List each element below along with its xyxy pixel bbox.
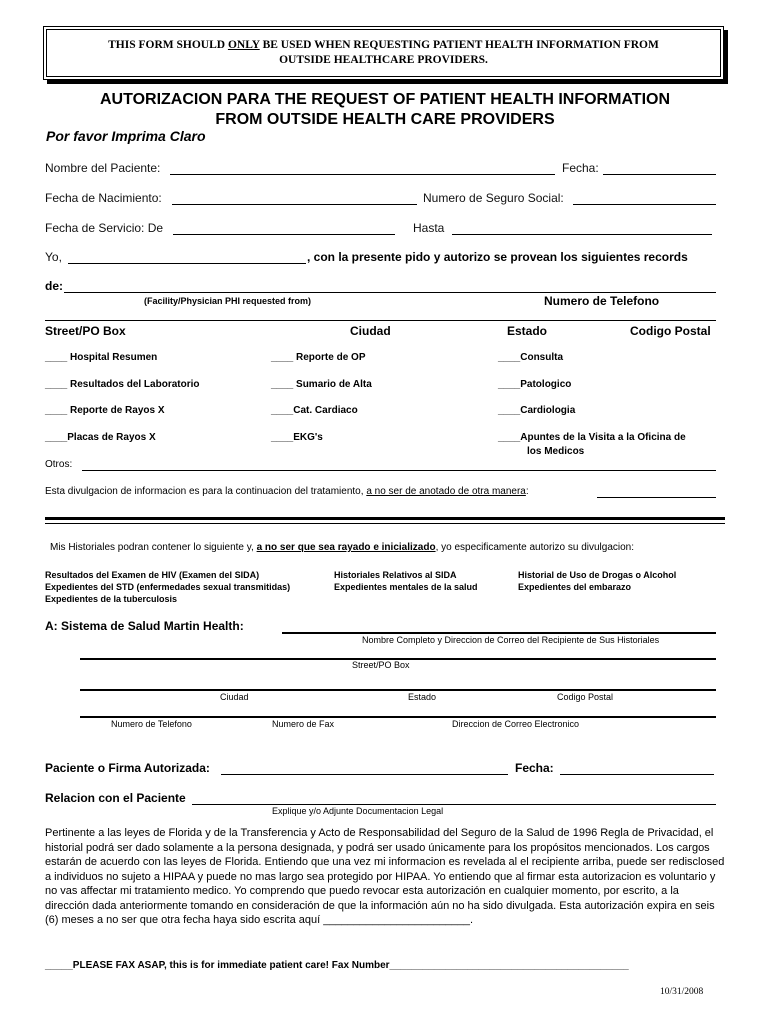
facility-phone-label: Numero de Telefono: [544, 294, 660, 308]
recipient-fax-caption: Numero de Fax: [272, 719, 335, 729]
section-divider: [45, 517, 725, 520]
otros-field[interactable]: [82, 470, 716, 471]
record-option[interactable]: ____ Reporte de OP: [271, 352, 366, 363]
facility-address-field[interactable]: [45, 320, 716, 321]
state-label: Estado: [507, 324, 548, 338]
date-field[interactable]: [603, 174, 716, 175]
sensitive-item: Resultados del Examen de HIV (Examen del SIDA): [45, 570, 260, 580]
relation-label: Relacion con el Paciente: [45, 791, 186, 805]
date-label: Fecha:: [562, 161, 599, 175]
sensitive-intro: Mis Historiales podran contener lo siguiente y, a no ser que sea rayado e inicializado, yo especificamente autorizo su divulgacion:: [50, 542, 635, 553]
signature-date-label: Fecha:: [515, 761, 554, 775]
recipient-zip-caption: Codigo Postal: [557, 692, 614, 702]
record-option-continued: los Medicos: [527, 446, 585, 457]
otros-label: Otros:: [45, 459, 73, 470]
service-until-field[interactable]: [452, 234, 712, 235]
facility-field[interactable]: [64, 292, 716, 293]
record-option[interactable]: ____ Resultados del Laboratorio: [45, 379, 200, 390]
recipient-state-caption: Estado: [408, 692, 437, 702]
ssn-label: Numero de Seguro Social:: [423, 191, 564, 205]
phi-caption: (Facility/Physician PHI requested from): [144, 296, 312, 306]
sensitive-item: Historial de Uso de Drogas o Alcohol: [518, 570, 677, 580]
record-option[interactable]: ____Placas de Rayos X: [45, 432, 156, 443]
yo-label: Yo,: [45, 250, 62, 264]
recipient-email-caption: Direccion de Correo Electronico: [452, 719, 580, 729]
service-date-label: Fecha de Servicio: De: [45, 221, 164, 235]
sensitive-item: Historiales Relativos al SIDA: [334, 570, 457, 580]
notice-text: THIS FORM SHOULD ONLY BE USED WHEN REQUESTING PATIENT HEALTH INFORMATION FROM OUTSIDE HEALTHCARE PROVIDERS.: [46, 29, 721, 77]
relation-field[interactable]: [192, 804, 716, 805]
zip-label: Codigo Postal: [630, 324, 711, 338]
sensitive-item: Expedientes del STD (enfermedades sexual transmitidas): [45, 582, 291, 592]
recipient-city-caption: Ciudad: [220, 692, 249, 702]
service-from-field[interactable]: [173, 234, 395, 235]
city-label: Ciudad: [350, 324, 391, 338]
relation-caption: Explique y/o Adjunte Documentacion Legal: [272, 806, 444, 816]
notice-box: [43, 26, 724, 80]
street-label: Street/PO Box: [45, 324, 126, 338]
form-title-line1: AUTORIZACION PARA THE REQUEST OF PATIENT HEALTH INFORMATION: [99, 91, 671, 108]
legal-paragraph: Pertinente a las leyes de Florida y de la Transferencia y Acto de Responsabilidad del Seguro de la Salud de 1996 Regla de Privacidad, el historial podrá ser dado solamente a la persona designada, y podrá ser usado únicamente para los propósitos mencionados. Los cargos estarán de acuerdo con las leyes de Florida. Entiendo que una vez mi informacion es revelada al el recipiente arriba, puede ser redisclosed a individuos no sujeto a HIPAA y puede no mas largo sea protegido por HIPAA. Yo entiendo que al firmar esta autorizacion es voluntario y no vas affectar mi tratamiento medico. Yo comprendo que puedo revocar esta autorización en cualquier momento, por escrito, a la dirección dada anteriormente tomando en consideración de que la información aún no ha sido divulgada. Esta autorización expira en seis (6) meses a no ser que otra fecha haya sido escrita aquí ________________________.: [45, 827, 725, 926]
signature-date-field[interactable]: [560, 774, 714, 775]
patient-name-label: Nombre del Paciente:: [45, 161, 161, 175]
sensitive-item: Expedientes mentales de la salud: [334, 582, 478, 592]
fax-request: _____PLEASE FAX ASAP, this is for immediate patient care! Fax Number___________________________________________: [45, 960, 629, 971]
recipient-name-caption: Nombre Completo y Direccion de Correo del Recipiente de Sus Historiales: [362, 635, 660, 645]
recipient-street-caption: Street/PO Box: [352, 660, 410, 670]
patient-name-field[interactable]: [170, 174, 555, 175]
recipient-contact-field[interactable]: [80, 716, 716, 718]
record-option[interactable]: ____ Sumario de Alta: [271, 379, 372, 390]
form-title-line2: FROM OUTSIDE HEALTH CARE PROVIDERS: [215, 111, 555, 128]
service-until-label: Hasta: [413, 221, 445, 235]
recipient-city-field[interactable]: [80, 689, 716, 691]
record-option[interactable]: ____Cardiologia: [498, 405, 576, 416]
patient-yo-field[interactable]: [68, 263, 306, 264]
section-divider-thin: [45, 523, 725, 524]
record-option[interactable]: ____ Reporte de Rayos X: [45, 405, 165, 416]
record-option[interactable]: ____EKG's: [271, 432, 323, 443]
dob-label: Fecha de Nacimiento:: [45, 191, 162, 205]
signature-field[interactable]: [221, 774, 508, 775]
record-option[interactable]: ____Cat. Cardiaco: [271, 405, 358, 416]
recipient-label: A: Sistema de Salud Martin Health:: [45, 619, 244, 633]
continuation-text: Esta divulgacion de informacion es para la continuacion del tratamiento, a no ser de anotado de otra manera:: [45, 486, 529, 497]
de-label: de:: [45, 279, 63, 293]
authorize-text: , con la presente pido y autorizo se provean los siguientes records: [307, 250, 688, 264]
record-option[interactable]: ____Consulta: [498, 352, 564, 363]
print-clearly-subtitle: Por favor Imprima Claro: [46, 128, 206, 144]
sensitive-item: Expedientes del embarazo: [518, 582, 632, 592]
continuation-field[interactable]: [597, 497, 716, 498]
record-option[interactable]: ____ Hospital Resumen: [45, 352, 158, 363]
dob-field[interactable]: [172, 204, 417, 205]
form-revision-date: 10/31/2008: [660, 987, 704, 997]
sensitive-item: Expedientes de la tuberculosis: [45, 594, 178, 604]
signature-label: Paciente o Firma Autorizada:: [45, 761, 210, 775]
record-option[interactable]: ____Apuntes de la Visita a la Oficina de: [498, 432, 686, 443]
recipient-name-field[interactable]: [282, 632, 716, 634]
recipient-phone-caption: Numero de Telefono: [111, 719, 192, 729]
ssn-field[interactable]: [573, 204, 716, 205]
record-option[interactable]: ____Patologico: [498, 379, 572, 390]
